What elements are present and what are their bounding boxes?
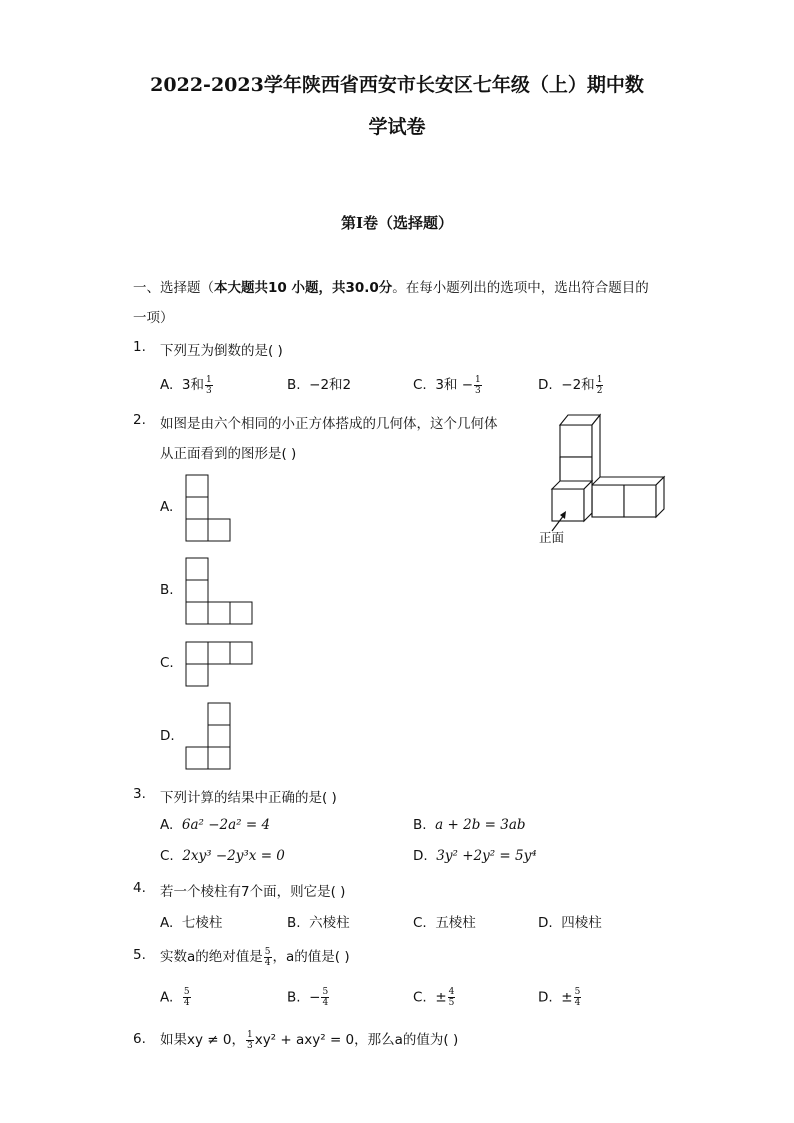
q5-b-fraction: $\frac{5}{4}$ bbox=[322, 987, 329, 1008]
q2-option-d-figure bbox=[185, 702, 233, 770]
q3-option-c bbox=[160, 848, 285, 864]
q6-number: 6. bbox=[133, 1031, 146, 1047]
q2-c-label: C. bbox=[160, 655, 174, 671]
q1-stem: 下列互为倒数的是( ) bbox=[160, 343, 283, 359]
part-intro-line-1 bbox=[133, 276, 649, 296]
q1-number: 1. bbox=[133, 339, 146, 355]
part-intro-line-2: 一项） bbox=[133, 310, 174, 326]
q5-stem-suffix: ，a的值是( ) bbox=[272, 949, 350, 965]
q1-option-c bbox=[413, 373, 483, 396]
q4-b-text: 六棱柱 bbox=[309, 915, 350, 931]
q5-option-a bbox=[160, 987, 192, 1008]
q1-option-b bbox=[287, 373, 351, 393]
q1-c-text: 3和 − bbox=[435, 377, 474, 393]
q5-stem bbox=[160, 945, 350, 968]
q1-d-label: D. bbox=[538, 377, 553, 393]
q1-b-text: −2和2 bbox=[309, 377, 352, 393]
q5-a-label: A. bbox=[160, 989, 174, 1006]
q6-stem bbox=[160, 1028, 458, 1051]
q2-stem-line-1: 如图是由六个相同的小正方体搭成的几何体，这个几何体 bbox=[160, 416, 498, 432]
q5-number: 5. bbox=[133, 947, 146, 963]
q5-b-sign: − bbox=[309, 989, 321, 1006]
q2-d-label: D. bbox=[160, 728, 175, 744]
q5-c-sign: ± bbox=[435, 989, 447, 1006]
q4-d-text: 四棱柱 bbox=[561, 915, 602, 931]
q5-d-sign: ± bbox=[561, 989, 573, 1006]
q2-option-a-figure bbox=[185, 474, 233, 542]
q4-c-label: C. bbox=[413, 915, 427, 931]
q3-d-text: 3y² +2y² = 5y⁴ bbox=[436, 848, 537, 864]
q1-b-label: B. bbox=[287, 377, 301, 393]
q2-option-b-figure bbox=[185, 557, 255, 625]
q3-b-label: B. bbox=[413, 817, 427, 833]
q4-option-c bbox=[413, 911, 476, 931]
q1-a-label: A. bbox=[160, 377, 174, 393]
q1-option-d bbox=[538, 373, 604, 396]
part-intro-prefix: 一、选择题（ bbox=[133, 280, 214, 296]
q3-option-a bbox=[160, 817, 270, 833]
q3-a-label: A. bbox=[160, 817, 174, 833]
q3-option-d bbox=[413, 848, 537, 864]
q1-d-text: −2和 bbox=[561, 377, 595, 393]
q3-a-text: 6a² −2a² = 4 bbox=[181, 817, 271, 833]
q3-d-label: D. bbox=[413, 848, 428, 864]
q3-stem: 下列计算的结果中正确的是( ) bbox=[160, 790, 337, 806]
q4-number: 4. bbox=[133, 880, 146, 896]
q2-number: 2. bbox=[133, 412, 146, 428]
q1-a-text: 3和 bbox=[181, 377, 204, 393]
q3-b-text: a + 2b = 3ab bbox=[435, 817, 526, 833]
q1-c-fraction: $\frac{1}{3}$ bbox=[475, 374, 481, 396]
part-intro-suffix: 。在每小题列出的选项中，选出符合题目的 bbox=[392, 280, 649, 296]
q1-d-fraction: $\frac{1}{2}$ bbox=[596, 374, 603, 396]
q1-c-label: C. bbox=[413, 377, 427, 393]
q5-stem-fraction: $\frac{5}{4}$ bbox=[264, 946, 271, 968]
q4-stem: 若一个棱柱有7个面，则它是( ) bbox=[160, 884, 346, 900]
q6-stem-fraction: $\frac{1}{3}$ bbox=[246, 1029, 253, 1051]
q2-b-label: B. bbox=[160, 582, 174, 598]
q2-stem-line-2: 从正面看到的图形是( ) bbox=[160, 446, 297, 462]
q5-d-label: D. bbox=[538, 989, 553, 1006]
q3-number: 3. bbox=[133, 786, 146, 802]
q2-a-label: A. bbox=[160, 499, 174, 515]
front-label: 正面 bbox=[539, 530, 565, 545]
q5-b-label: B. bbox=[287, 989, 301, 1006]
q1-a-fraction: $\frac{1}{3}$ bbox=[205, 374, 212, 396]
section-title: 第I卷（选择题） bbox=[340, 214, 454, 232]
q2-option-c-figure bbox=[185, 641, 255, 687]
q4-c-text: 五棱柱 bbox=[435, 915, 476, 931]
q5-option-c bbox=[413, 987, 456, 1008]
q6-stem-suffix: xy² + axy² = 0，那么a的值为( ) bbox=[254, 1032, 459, 1048]
q4-option-d bbox=[538, 911, 602, 931]
part-intro-bold: 本大题共10 小题，共30.0分 bbox=[214, 280, 393, 296]
q6-stem-prefix: 如果xy ≠ 0， bbox=[160, 1032, 245, 1048]
q3-option-b bbox=[413, 817, 526, 833]
q3-c-text: 2xy³ −2y³x = 0 bbox=[182, 848, 285, 864]
q5-stem-prefix: 实数a的绝对值是 bbox=[160, 949, 263, 965]
q4-d-label: D. bbox=[538, 915, 553, 931]
q1-option-a bbox=[160, 373, 214, 396]
q5-option-d bbox=[538, 987, 582, 1008]
q4-a-label: A. bbox=[160, 915, 174, 931]
title-line-1: 2022-2023学年陕西省西安市长安区七年级（上）期中数 bbox=[150, 74, 644, 96]
q5-option-b bbox=[287, 987, 330, 1008]
q4-option-b bbox=[287, 911, 350, 931]
q4-b-label: B. bbox=[287, 915, 301, 931]
title-line-2: 学试卷 bbox=[368, 116, 426, 138]
q4-a-text: 七棱柱 bbox=[181, 915, 223, 931]
q5-a-fraction: $\frac{5}{4}$ bbox=[183, 987, 190, 1008]
q4-option-a bbox=[160, 911, 222, 931]
q3-c-label: C. bbox=[160, 848, 174, 864]
q5-c-fraction: $\frac{4}{5}$ bbox=[448, 987, 455, 1008]
q5-d-fraction: $\frac{5}{4}$ bbox=[574, 987, 581, 1008]
q5-c-label: C. bbox=[413, 989, 427, 1006]
